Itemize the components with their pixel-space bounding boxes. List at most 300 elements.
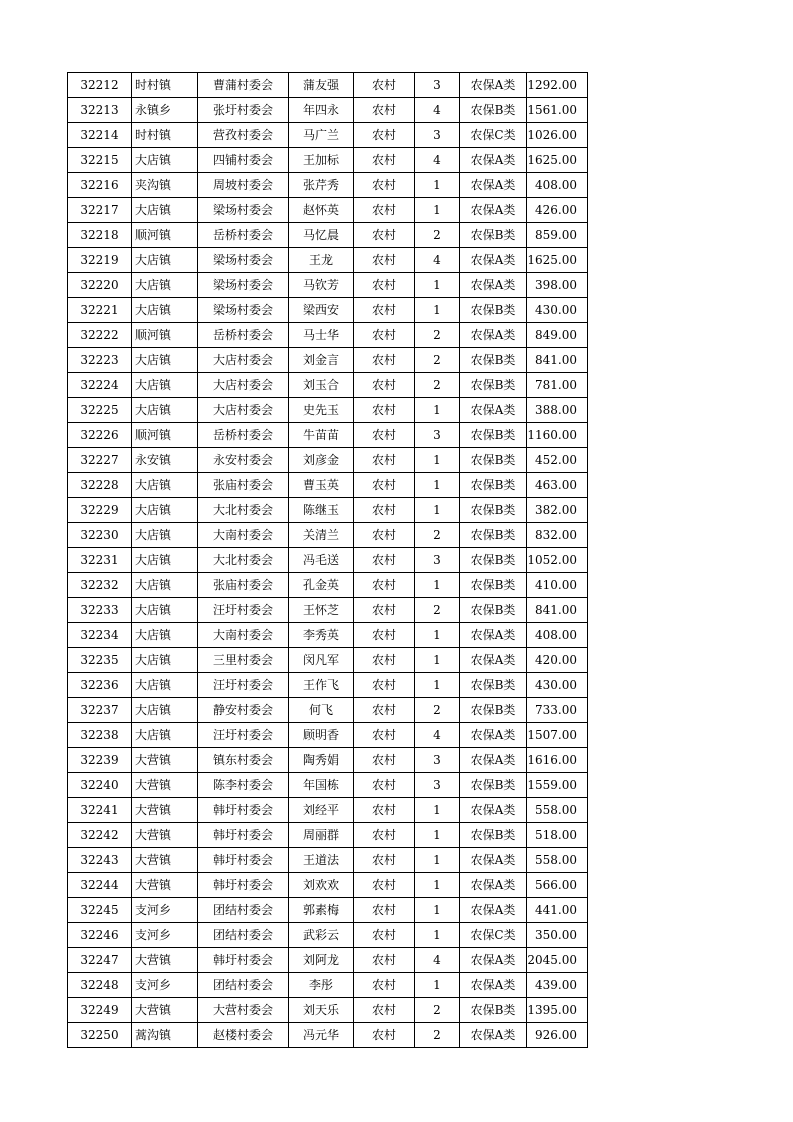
amount-cell: 1616.00 bbox=[527, 748, 588, 773]
insurance-class-cell: 农保B类 bbox=[460, 548, 527, 573]
record-id-cell: 32235 bbox=[68, 648, 132, 673]
household-count-cell: 4 bbox=[415, 148, 460, 173]
amount-cell: 832.00 bbox=[527, 523, 588, 548]
household-count-cell: 3 bbox=[415, 73, 460, 98]
insurance-class-cell: 农保A类 bbox=[460, 648, 527, 673]
village-committee-cell: 韩圩村委会 bbox=[198, 948, 289, 973]
table-row bbox=[68, 648, 588, 673]
insurance-class-cell: 农保A类 bbox=[460, 323, 527, 348]
name-cell: 郭素梅 bbox=[289, 898, 354, 923]
amount-cell: 733.00 bbox=[527, 698, 588, 723]
insurance-class-cell: 农保B类 bbox=[460, 598, 527, 623]
record-id-cell: 32229 bbox=[68, 498, 132, 523]
insurance-class-cell: 农保C类 bbox=[460, 923, 527, 948]
name-cell: 年国栋 bbox=[289, 773, 354, 798]
town-cell: 大店镇 bbox=[132, 573, 198, 598]
record-id-cell: 32250 bbox=[68, 1023, 132, 1048]
amount-cell: 430.00 bbox=[527, 298, 588, 323]
record-id-cell: 32227 bbox=[68, 448, 132, 473]
record-id-cell: 32237 bbox=[68, 698, 132, 723]
record-id-cell: 32217 bbox=[68, 198, 132, 223]
area-type-cell: 农村 bbox=[354, 198, 415, 223]
table-row bbox=[68, 848, 588, 873]
area-type-cell: 农村 bbox=[354, 273, 415, 298]
table-row bbox=[68, 723, 588, 748]
village-committee-cell: 大营村委会 bbox=[198, 998, 289, 1023]
amount-cell: 2045.00 bbox=[527, 948, 588, 973]
area-type-cell: 农村 bbox=[354, 698, 415, 723]
table-row bbox=[68, 173, 588, 198]
insurance-class-cell: 农保C类 bbox=[460, 123, 527, 148]
town-cell: 大店镇 bbox=[132, 348, 198, 373]
household-count-cell: 2 bbox=[415, 323, 460, 348]
household-count-cell: 1 bbox=[415, 573, 460, 598]
record-id-cell: 32226 bbox=[68, 423, 132, 448]
amount-cell: 1625.00 bbox=[527, 148, 588, 173]
village-committee-cell: 营孜村委会 bbox=[198, 123, 289, 148]
table-row bbox=[68, 223, 588, 248]
name-cell: 李彤 bbox=[289, 973, 354, 998]
area-type-cell: 农村 bbox=[354, 648, 415, 673]
insurance-class-cell: 农保A类 bbox=[460, 973, 527, 998]
area-type-cell: 农村 bbox=[354, 723, 415, 748]
insurance-class-cell: 农保B类 bbox=[460, 473, 527, 498]
village-committee-cell: 汪圩村委会 bbox=[198, 673, 289, 698]
name-cell: 武彩云 bbox=[289, 923, 354, 948]
area-type-cell: 农村 bbox=[354, 973, 415, 998]
household-count-cell: 2 bbox=[415, 523, 460, 548]
table-row bbox=[68, 523, 588, 548]
table-row bbox=[68, 773, 588, 798]
area-type-cell: 农村 bbox=[354, 673, 415, 698]
amount-cell: 1026.00 bbox=[527, 123, 588, 148]
town-cell: 大店镇 bbox=[132, 248, 198, 273]
name-cell: 马广兰 bbox=[289, 123, 354, 148]
area-type-cell: 农村 bbox=[354, 73, 415, 98]
town-cell: 大营镇 bbox=[132, 948, 198, 973]
records-table bbox=[67, 72, 588, 1048]
table-row bbox=[68, 798, 588, 823]
table-row bbox=[68, 273, 588, 298]
town-cell: 支河乡 bbox=[132, 973, 198, 998]
town-cell: 大店镇 bbox=[132, 498, 198, 523]
household-count-cell: 4 bbox=[415, 948, 460, 973]
name-cell: 刘天乐 bbox=[289, 998, 354, 1023]
amount-cell: 382.00 bbox=[527, 498, 588, 523]
table-row bbox=[68, 248, 588, 273]
town-cell: 顺河镇 bbox=[132, 223, 198, 248]
name-cell: 梁西安 bbox=[289, 298, 354, 323]
name-cell: 周丽群 bbox=[289, 823, 354, 848]
table-row bbox=[68, 673, 588, 698]
area-type-cell: 农村 bbox=[354, 448, 415, 473]
amount-cell: 1292.00 bbox=[527, 73, 588, 98]
town-cell: 大店镇 bbox=[132, 273, 198, 298]
household-count-cell: 1 bbox=[415, 873, 460, 898]
household-count-cell: 1 bbox=[415, 973, 460, 998]
town-cell: 大店镇 bbox=[132, 673, 198, 698]
amount-cell: 558.00 bbox=[527, 798, 588, 823]
insurance-class-cell: 农保A类 bbox=[460, 873, 527, 898]
table-row bbox=[68, 923, 588, 948]
village-committee-cell: 曹蒲村委会 bbox=[198, 73, 289, 98]
record-id-cell: 32223 bbox=[68, 348, 132, 373]
amount-cell: 849.00 bbox=[527, 323, 588, 348]
area-type-cell: 农村 bbox=[354, 298, 415, 323]
insurance-class-cell: 农保A类 bbox=[460, 273, 527, 298]
record-id-cell: 32236 bbox=[68, 673, 132, 698]
record-id-cell: 32216 bbox=[68, 173, 132, 198]
insurance-class-cell: 农保A类 bbox=[460, 948, 527, 973]
amount-cell: 841.00 bbox=[527, 348, 588, 373]
area-type-cell: 农村 bbox=[354, 148, 415, 173]
village-committee-cell: 岳桥村委会 bbox=[198, 423, 289, 448]
town-cell: 支河乡 bbox=[132, 923, 198, 948]
insurance-class-cell: 农保A类 bbox=[460, 248, 527, 273]
table-row bbox=[68, 973, 588, 998]
insurance-class-cell: 农保A类 bbox=[460, 1023, 527, 1048]
town-cell: 大营镇 bbox=[132, 873, 198, 898]
area-type-cell: 农村 bbox=[354, 798, 415, 823]
table-row bbox=[68, 423, 588, 448]
name-cell: 王作飞 bbox=[289, 673, 354, 698]
amount-cell: 1052.00 bbox=[527, 548, 588, 573]
name-cell: 李秀英 bbox=[289, 623, 354, 648]
record-id-cell: 32248 bbox=[68, 973, 132, 998]
table-row bbox=[68, 73, 588, 98]
insurance-class-cell: 农保A类 bbox=[460, 148, 527, 173]
name-cell: 赵怀英 bbox=[289, 198, 354, 223]
area-type-cell: 农村 bbox=[354, 348, 415, 373]
amount-cell: 558.00 bbox=[527, 848, 588, 873]
records-table-body bbox=[68, 73, 588, 1048]
record-id-cell: 32214 bbox=[68, 123, 132, 148]
town-cell: 大营镇 bbox=[132, 748, 198, 773]
village-committee-cell: 团结村委会 bbox=[198, 923, 289, 948]
village-committee-cell: 汪圩村委会 bbox=[198, 598, 289, 623]
household-count-cell: 1 bbox=[415, 798, 460, 823]
table-row bbox=[68, 348, 588, 373]
record-id-cell: 32245 bbox=[68, 898, 132, 923]
insurance-class-cell: 农保B类 bbox=[460, 423, 527, 448]
record-id-cell: 32244 bbox=[68, 873, 132, 898]
town-cell: 大店镇 bbox=[132, 623, 198, 648]
amount-cell: 1395.00 bbox=[527, 998, 588, 1023]
insurance-class-cell: 农保A类 bbox=[460, 848, 527, 873]
insurance-class-cell: 农保A类 bbox=[460, 73, 527, 98]
village-committee-cell: 大南村委会 bbox=[198, 623, 289, 648]
table-row bbox=[68, 398, 588, 423]
household-count-cell: 1 bbox=[415, 448, 460, 473]
town-cell: 大营镇 bbox=[132, 823, 198, 848]
amount-cell: 408.00 bbox=[527, 623, 588, 648]
town-cell: 永安镇 bbox=[132, 448, 198, 473]
area-type-cell: 农村 bbox=[354, 398, 415, 423]
town-cell: 蒿沟镇 bbox=[132, 1023, 198, 1048]
area-type-cell: 农村 bbox=[354, 173, 415, 198]
name-cell: 关清兰 bbox=[289, 523, 354, 548]
town-cell: 支河乡 bbox=[132, 898, 198, 923]
amount-cell: 388.00 bbox=[527, 398, 588, 423]
record-id-cell: 32238 bbox=[68, 723, 132, 748]
amount-cell: 859.00 bbox=[527, 223, 588, 248]
area-type-cell: 农村 bbox=[354, 498, 415, 523]
record-id-cell: 32232 bbox=[68, 573, 132, 598]
name-cell: 孔金英 bbox=[289, 573, 354, 598]
record-id-cell: 32234 bbox=[68, 623, 132, 648]
household-count-cell: 3 bbox=[415, 773, 460, 798]
table-row bbox=[68, 573, 588, 598]
village-committee-cell: 梁场村委会 bbox=[198, 298, 289, 323]
village-committee-cell: 张庙村委会 bbox=[198, 573, 289, 598]
village-committee-cell: 团结村委会 bbox=[198, 973, 289, 998]
insurance-class-cell: 农保A类 bbox=[460, 398, 527, 423]
village-committee-cell: 梁场村委会 bbox=[198, 248, 289, 273]
amount-cell: 1625.00 bbox=[527, 248, 588, 273]
amount-cell: 518.00 bbox=[527, 823, 588, 848]
household-count-cell: 2 bbox=[415, 1023, 460, 1048]
amount-cell: 1507.00 bbox=[527, 723, 588, 748]
town-cell: 大店镇 bbox=[132, 473, 198, 498]
record-id-cell: 32212 bbox=[68, 73, 132, 98]
table-row bbox=[68, 373, 588, 398]
town-cell: 大店镇 bbox=[132, 523, 198, 548]
record-id-cell: 32230 bbox=[68, 523, 132, 548]
name-cell: 张芹秀 bbox=[289, 173, 354, 198]
village-committee-cell: 三里村委会 bbox=[198, 648, 289, 673]
amount-cell: 566.00 bbox=[527, 873, 588, 898]
household-count-cell: 3 bbox=[415, 548, 460, 573]
record-id-cell: 32222 bbox=[68, 323, 132, 348]
village-committee-cell: 大北村委会 bbox=[198, 548, 289, 573]
name-cell: 冯毛送 bbox=[289, 548, 354, 573]
insurance-class-cell: 农保A类 bbox=[460, 723, 527, 748]
insurance-class-cell: 农保A类 bbox=[460, 748, 527, 773]
record-id-cell: 32242 bbox=[68, 823, 132, 848]
area-type-cell: 农村 bbox=[354, 123, 415, 148]
village-committee-cell: 团结村委会 bbox=[198, 898, 289, 923]
insurance-class-cell: 农保B类 bbox=[460, 773, 527, 798]
village-committee-cell: 大北村委会 bbox=[198, 498, 289, 523]
household-count-cell: 2 bbox=[415, 698, 460, 723]
record-id-cell: 32213 bbox=[68, 98, 132, 123]
insurance-class-cell: 农保B类 bbox=[460, 98, 527, 123]
town-cell: 大店镇 bbox=[132, 298, 198, 323]
record-id-cell: 32249 bbox=[68, 998, 132, 1023]
amount-cell: 841.00 bbox=[527, 598, 588, 623]
village-committee-cell: 梁场村委会 bbox=[198, 273, 289, 298]
insurance-class-cell: 农保A类 bbox=[460, 623, 527, 648]
insurance-class-cell: 农保B类 bbox=[460, 348, 527, 373]
insurance-class-cell: 农保B类 bbox=[460, 573, 527, 598]
table-row bbox=[68, 298, 588, 323]
name-cell: 顾明香 bbox=[289, 723, 354, 748]
record-id-cell: 32215 bbox=[68, 148, 132, 173]
area-type-cell: 农村 bbox=[354, 98, 415, 123]
area-type-cell: 农村 bbox=[354, 848, 415, 873]
village-committee-cell: 韩圩村委会 bbox=[198, 873, 289, 898]
record-id-cell: 32243 bbox=[68, 848, 132, 873]
household-count-cell: 1 bbox=[415, 673, 460, 698]
village-committee-cell: 周坡村委会 bbox=[198, 173, 289, 198]
amount-cell: 781.00 bbox=[527, 373, 588, 398]
amount-cell: 441.00 bbox=[527, 898, 588, 923]
insurance-class-cell: 农保B类 bbox=[460, 498, 527, 523]
village-committee-cell: 张圩村委会 bbox=[198, 98, 289, 123]
area-type-cell: 农村 bbox=[354, 548, 415, 573]
table-row bbox=[68, 748, 588, 773]
town-cell: 大店镇 bbox=[132, 723, 198, 748]
insurance-class-cell: 农保B类 bbox=[460, 523, 527, 548]
amount-cell: 420.00 bbox=[527, 648, 588, 673]
town-cell: 大店镇 bbox=[132, 548, 198, 573]
town-cell: 时村镇 bbox=[132, 73, 198, 98]
area-type-cell: 农村 bbox=[354, 323, 415, 348]
area-type-cell: 农村 bbox=[354, 373, 415, 398]
household-count-cell: 1 bbox=[415, 398, 460, 423]
table-row bbox=[68, 198, 588, 223]
household-count-cell: 1 bbox=[415, 823, 460, 848]
record-id-cell: 32239 bbox=[68, 748, 132, 773]
table-row bbox=[68, 473, 588, 498]
area-type-cell: 农村 bbox=[354, 923, 415, 948]
name-cell: 史先玉 bbox=[289, 398, 354, 423]
amount-cell: 410.00 bbox=[527, 573, 588, 598]
name-cell: 蒲友强 bbox=[289, 73, 354, 98]
insurance-class-cell: 农保B类 bbox=[460, 448, 527, 473]
record-id-cell: 32220 bbox=[68, 273, 132, 298]
town-cell: 大店镇 bbox=[132, 148, 198, 173]
table-row bbox=[68, 998, 588, 1023]
household-count-cell: 1 bbox=[415, 298, 460, 323]
table-row bbox=[68, 148, 588, 173]
town-cell: 大营镇 bbox=[132, 798, 198, 823]
table-row bbox=[68, 98, 588, 123]
household-count-cell: 2 bbox=[415, 598, 460, 623]
table-row bbox=[68, 323, 588, 348]
name-cell: 刘玉合 bbox=[289, 373, 354, 398]
area-type-cell: 农村 bbox=[354, 823, 415, 848]
record-id-cell: 32224 bbox=[68, 373, 132, 398]
amount-cell: 398.00 bbox=[527, 273, 588, 298]
town-cell: 大店镇 bbox=[132, 373, 198, 398]
household-count-cell: 3 bbox=[415, 123, 460, 148]
record-id-cell: 32219 bbox=[68, 248, 132, 273]
name-cell: 何飞 bbox=[289, 698, 354, 723]
insurance-class-cell: 农保A类 bbox=[460, 898, 527, 923]
town-cell: 大营镇 bbox=[132, 998, 198, 1023]
table-row bbox=[68, 448, 588, 473]
amount-cell: 426.00 bbox=[527, 198, 588, 223]
town-cell: 大店镇 bbox=[132, 698, 198, 723]
village-committee-cell: 镇东村委会 bbox=[198, 748, 289, 773]
name-cell: 年四永 bbox=[289, 98, 354, 123]
household-count-cell: 1 bbox=[415, 498, 460, 523]
household-count-cell: 1 bbox=[415, 848, 460, 873]
insurance-class-cell: 农保A类 bbox=[460, 173, 527, 198]
name-cell: 刘经平 bbox=[289, 798, 354, 823]
record-id-cell: 32231 bbox=[68, 548, 132, 573]
amount-cell: 350.00 bbox=[527, 923, 588, 948]
household-count-cell: 3 bbox=[415, 423, 460, 448]
town-cell: 大店镇 bbox=[132, 398, 198, 423]
village-committee-cell: 永安村委会 bbox=[198, 448, 289, 473]
amount-cell: 452.00 bbox=[527, 448, 588, 473]
amount-cell: 1561.00 bbox=[527, 98, 588, 123]
area-type-cell: 农村 bbox=[354, 773, 415, 798]
name-cell: 陶秀娟 bbox=[289, 748, 354, 773]
name-cell: 牛苗苗 bbox=[289, 423, 354, 448]
village-committee-cell: 汪圩村委会 bbox=[198, 723, 289, 748]
area-type-cell: 农村 bbox=[354, 998, 415, 1023]
insurance-class-cell: 农保B类 bbox=[460, 373, 527, 398]
name-cell: 冯元华 bbox=[289, 1023, 354, 1048]
name-cell: 闵凡军 bbox=[289, 648, 354, 673]
town-cell: 大营镇 bbox=[132, 848, 198, 873]
table-row bbox=[68, 123, 588, 148]
area-type-cell: 农村 bbox=[354, 598, 415, 623]
name-cell: 曹玉英 bbox=[289, 473, 354, 498]
insurance-class-cell: 农保B类 bbox=[460, 998, 527, 1023]
household-count-cell: 1 bbox=[415, 623, 460, 648]
record-id-cell: 32228 bbox=[68, 473, 132, 498]
record-id-cell: 32246 bbox=[68, 923, 132, 948]
village-committee-cell: 韩圩村委会 bbox=[198, 848, 289, 873]
name-cell: 马钦芳 bbox=[289, 273, 354, 298]
household-count-cell: 1 bbox=[415, 898, 460, 923]
amount-cell: 439.00 bbox=[527, 973, 588, 998]
name-cell: 马忆晨 bbox=[289, 223, 354, 248]
name-cell: 刘彦金 bbox=[289, 448, 354, 473]
area-type-cell: 农村 bbox=[354, 573, 415, 598]
amount-cell: 408.00 bbox=[527, 173, 588, 198]
village-committee-cell: 岳桥村委会 bbox=[198, 223, 289, 248]
name-cell: 刘阿龙 bbox=[289, 948, 354, 973]
area-type-cell: 农村 bbox=[354, 248, 415, 273]
record-id-cell: 32240 bbox=[68, 773, 132, 798]
town-cell: 顺河镇 bbox=[132, 423, 198, 448]
record-id-cell: 32218 bbox=[68, 223, 132, 248]
household-count-cell: 4 bbox=[415, 248, 460, 273]
insurance-class-cell: 农保B类 bbox=[460, 223, 527, 248]
table-row bbox=[68, 598, 588, 623]
village-committee-cell: 赵楼村委会 bbox=[198, 1023, 289, 1048]
table-row bbox=[68, 823, 588, 848]
amount-cell: 430.00 bbox=[527, 673, 588, 698]
insurance-class-cell: 农保B类 bbox=[460, 298, 527, 323]
amount-cell: 1160.00 bbox=[527, 423, 588, 448]
record-id-cell: 32225 bbox=[68, 398, 132, 423]
town-cell: 时村镇 bbox=[132, 123, 198, 148]
town-cell: 夹沟镇 bbox=[132, 173, 198, 198]
household-count-cell: 2 bbox=[415, 373, 460, 398]
insurance-class-cell: 农保B类 bbox=[460, 698, 527, 723]
area-type-cell: 农村 bbox=[354, 873, 415, 898]
town-cell: 大店镇 bbox=[132, 648, 198, 673]
area-type-cell: 农村 bbox=[354, 1023, 415, 1048]
household-count-cell: 2 bbox=[415, 998, 460, 1023]
name-cell: 王道法 bbox=[289, 848, 354, 873]
town-cell: 顺河镇 bbox=[132, 323, 198, 348]
area-type-cell: 农村 bbox=[354, 223, 415, 248]
village-committee-cell: 梁场村委会 bbox=[198, 198, 289, 223]
record-id-cell: 32221 bbox=[68, 298, 132, 323]
name-cell: 马士华 bbox=[289, 323, 354, 348]
table-row bbox=[68, 948, 588, 973]
village-committee-cell: 大店村委会 bbox=[198, 398, 289, 423]
area-type-cell: 农村 bbox=[354, 948, 415, 973]
record-id-cell: 32233 bbox=[68, 598, 132, 623]
